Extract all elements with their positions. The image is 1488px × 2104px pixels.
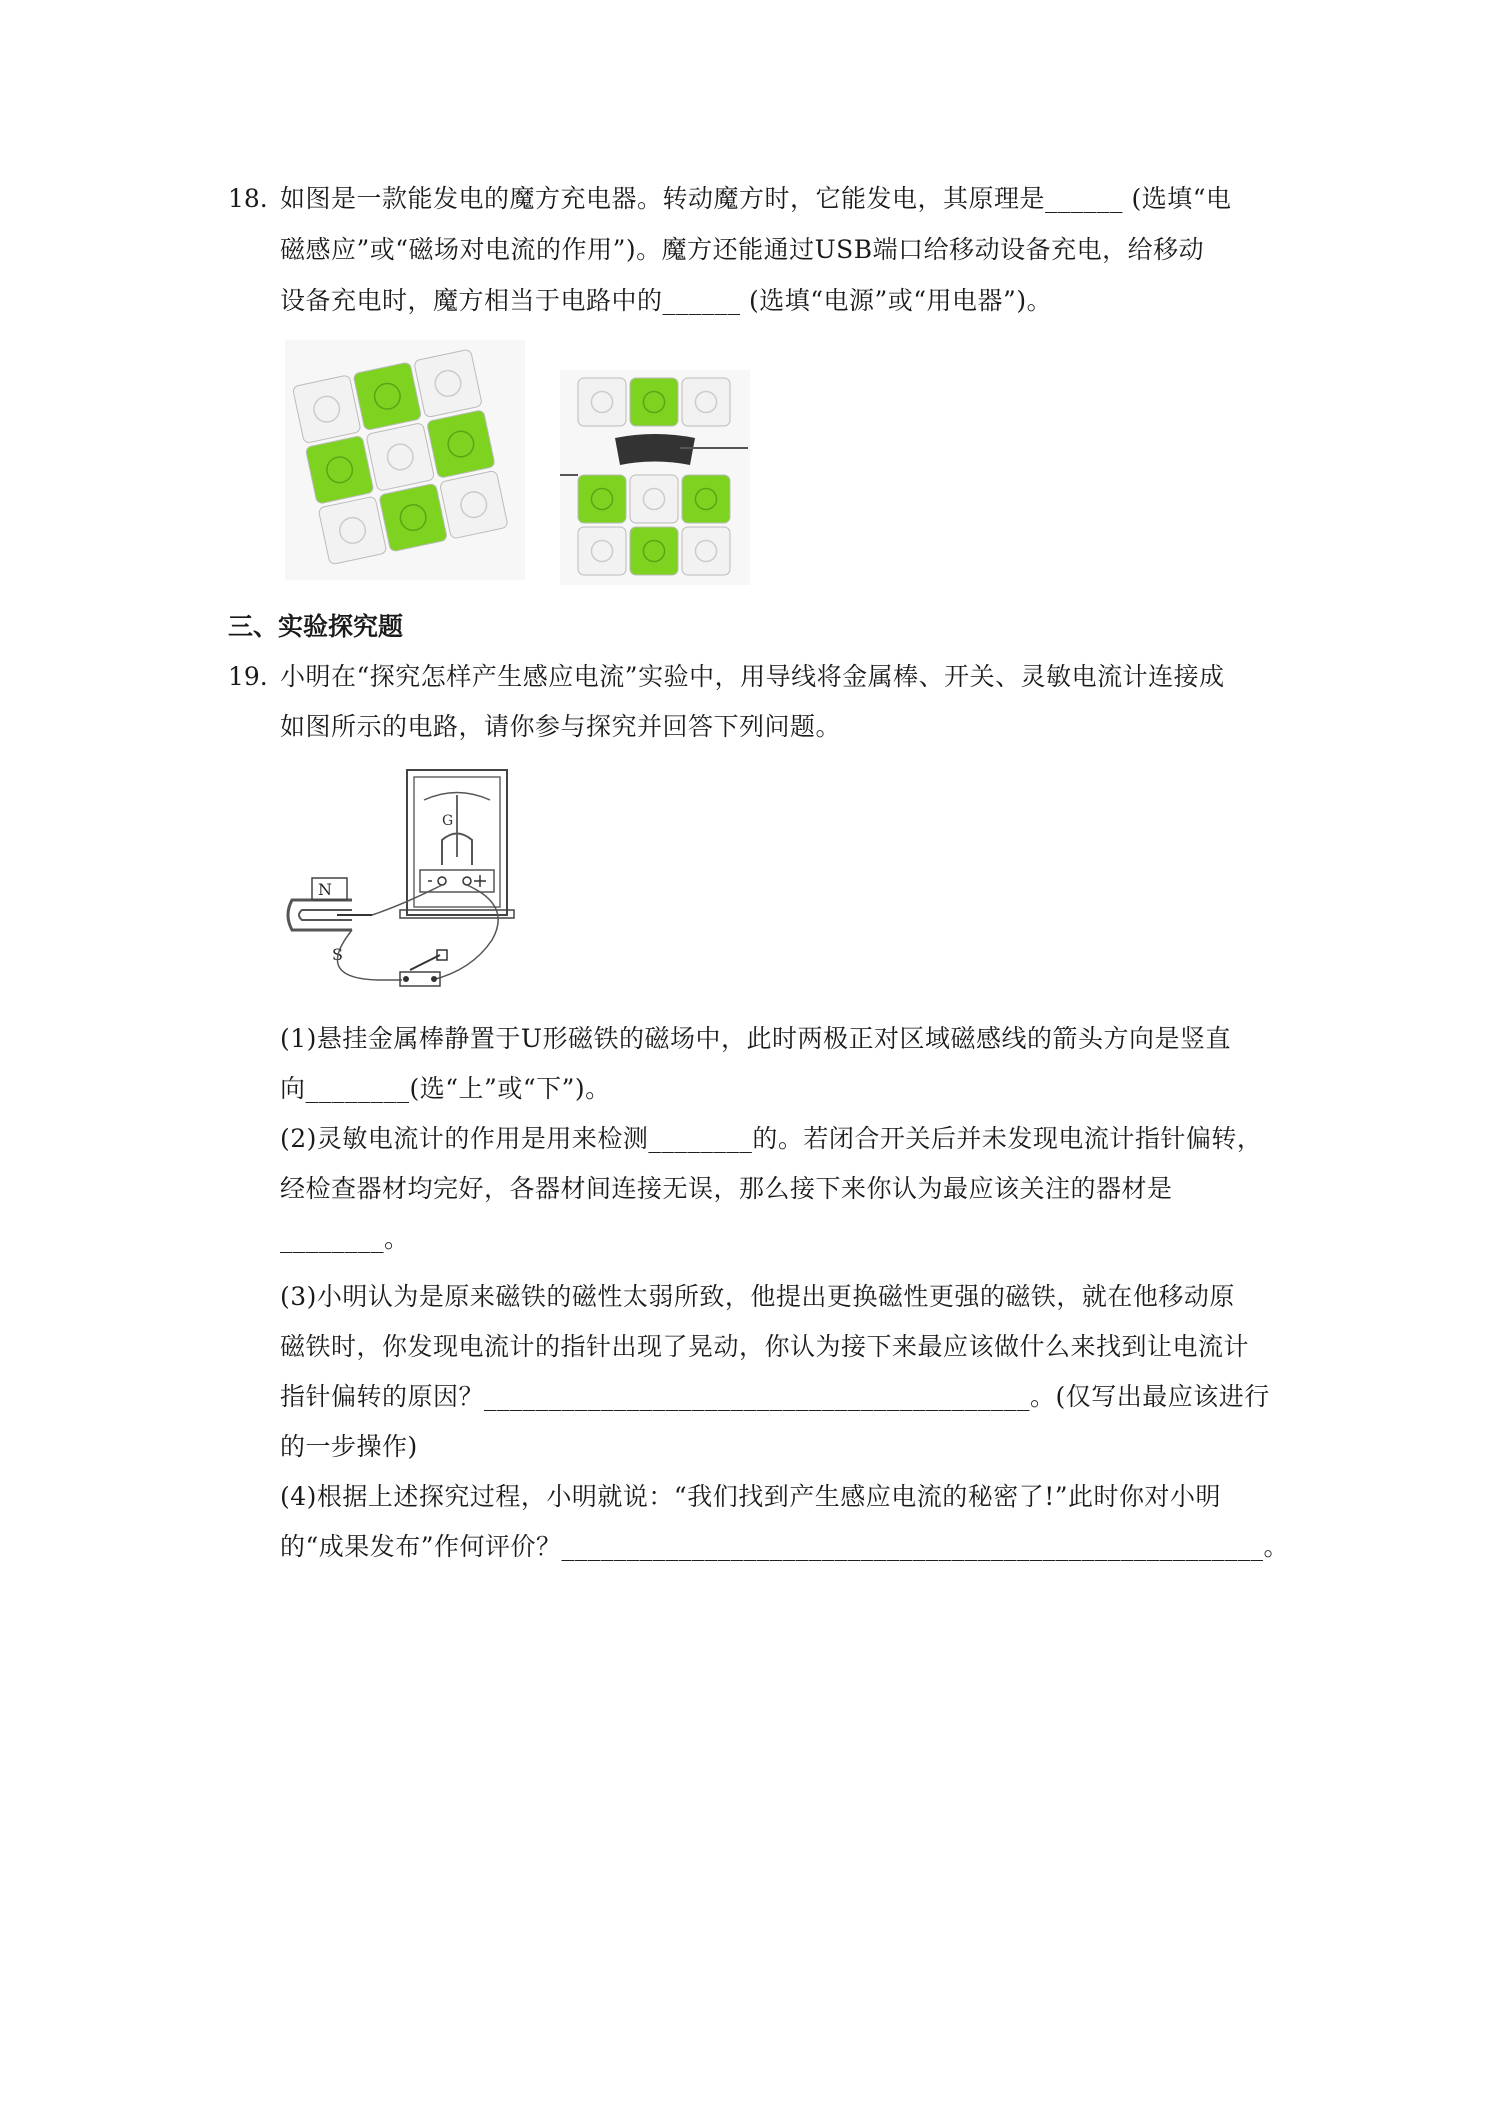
q19-part-2-line-2: 经检查器材均完好，各器材间连接无误，那么接下来你认为最应该关注的器材是 [280, 1174, 1173, 1203]
q18-number: 18. [228, 184, 268, 213]
q18-line-1: 如图是一款能发电的魔方充电器。转动魔方时，它能发电，其原理是______ (选填“电 [280, 184, 1232, 213]
q19-part-2-line-3: ________。 [280, 1224, 410, 1253]
section-title: 三、实验探究题 [228, 612, 404, 641]
q18-line-2: 磁感应”或“磁场对电流的作用”)。魔方还能通过USB端口给移动设备充电，给移动 [280, 235, 1205, 264]
cube-charger-image [285, 340, 525, 580]
circuit-diagram [282, 765, 527, 1005]
south-pole-label: S [332, 945, 343, 964]
q19-part-2-line-1: (2)灵敏电流计的作用是用来检测________的。若闭合开关后并未发现电流计指针偏转， [280, 1124, 1263, 1153]
q19-number: 19. [228, 662, 268, 691]
q19-line-2: 如图所示的电路，请你参与探究并回答下列问题。 [280, 712, 842, 741]
q19-part-4-line-1: (4)根据上述探究过程，小明就说：“我们找到产生感应电流的秘密了!”此时你对小明 [280, 1482, 1222, 1511]
q19-part-4-line-2: 的“成果发布”作何评价？______________________________________________________。 [280, 1532, 1290, 1561]
galvanometer-label: G [442, 813, 454, 829]
q19-line-1: 小明在“探究怎样产生感应电流”实验中，用导线将金属棒、开关、灵敏电流计连接成 [280, 662, 1225, 691]
q19-part-3-line-2: 磁铁时，你发现电流计的指针出现了晃动，你认为接下来最应该做什么来找到让电流计 [280, 1332, 1250, 1361]
q18-line-3: 设备充电时，魔方相当于电路中的______ (选填“电源”或“用电器”)。 [280, 286, 1053, 315]
q19-part-3-line-4: 的一步操作) [280, 1432, 418, 1461]
cube-charger-open-image [560, 370, 750, 585]
q19-part-3-line-1: (3)小明认为是原来磁铁的磁性太弱所致，他提出更换磁性更强的磁铁，就在他移动原 [280, 1282, 1235, 1311]
north-pole-label: N [318, 880, 332, 899]
q19-part-1-line-1: (1)悬挂金属棒静置于U形磁铁的磁场中，此时两极正对区域磁感线的箭头方向是竖直 [280, 1024, 1231, 1053]
q19-part-1-line-2: 向________(选“上”或“下”)。 [280, 1074, 611, 1103]
q19-part-3-line-3: 指针偏转的原因？__________________________________________。(仅写出最应该进行 [280, 1382, 1270, 1411]
